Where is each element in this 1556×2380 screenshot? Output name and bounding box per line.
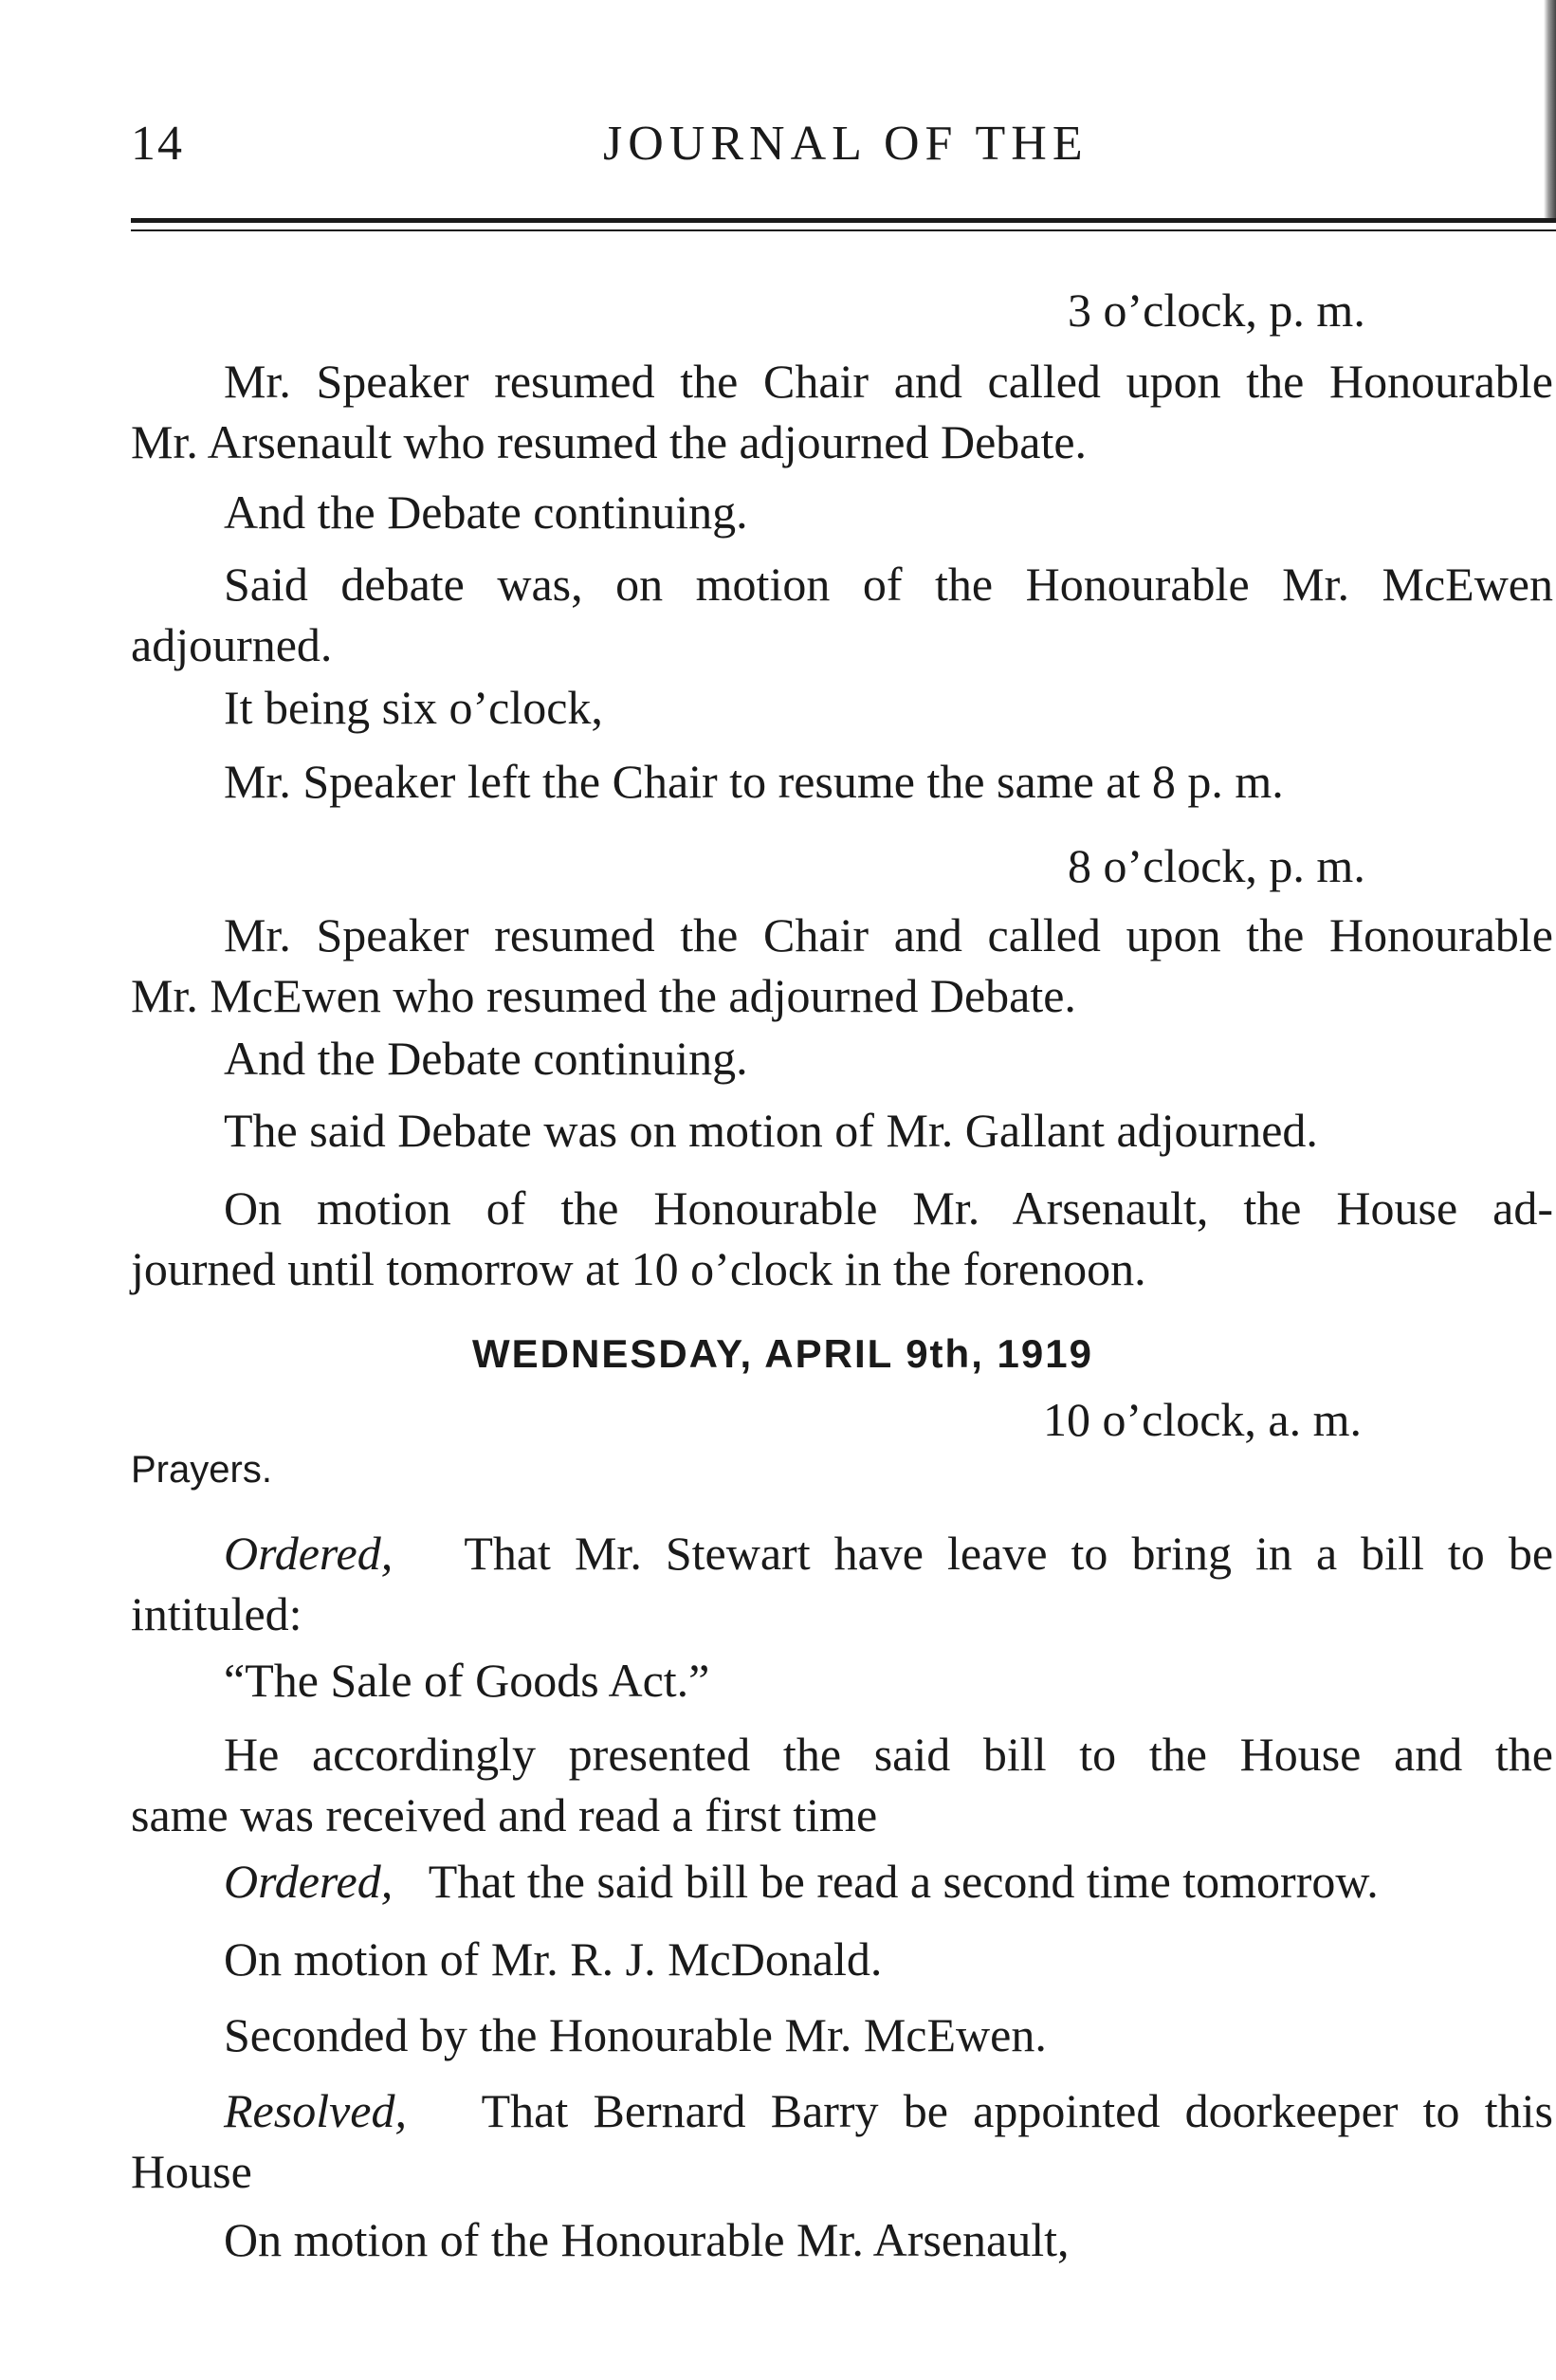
ordered-text: That the said bill be read a second time tomorrow. (428, 1855, 1379, 1908)
paragraph-line: Mr. Speaker resumed the Chair and called upon the Honourable (224, 908, 1553, 961)
ordered-text: That Mr. Stewart have leave to bring in a bill to be (464, 1527, 1554, 1580)
paragraph-line: “The Sale of Goods Act.” (224, 1654, 710, 1707)
session-time-8pm: 8 o’clock, p. m. (1068, 839, 1365, 892)
session-time-10am: 10 o’clock, a. m. (1043, 1393, 1363, 1446)
paragraph-gallant-adjourned (131, 1100, 1553, 1161)
paragraph-line: On motion of Mr. R. J. McDonald. (224, 1932, 883, 1986)
paragraph-debate-continuing-2 (131, 1028, 1553, 1089)
prayers-heading: Prayers. (131, 1449, 272, 1491)
paragraph-speaker-left (131, 751, 1553, 812)
paragraph-motion-mcdonald (131, 1929, 1553, 1989)
paragraph-line: adjourned. (131, 618, 333, 671)
paragraph-seconded (131, 2005, 1553, 2065)
resolved-text: That Bernard Barry be appointed doorkeeper to this (481, 2084, 1554, 2137)
paragraph-line: intituled: (131, 1587, 302, 1640)
paragraph-line: It being six o’clock, (224, 681, 603, 734)
paragraph-line: And the Debate continuing. (224, 485, 748, 539)
header-rule-thick (131, 218, 1556, 223)
ordered-lead: Ordered, (224, 1527, 394, 1580)
paragraph-six-oclock (131, 677, 1553, 738)
paragraph-line (131, 2080, 1553, 2141)
running-header: JOURNAL OF THE (603, 117, 1089, 171)
paragraph-line: And the Debate continuing. (224, 1032, 748, 1085)
session-time-3pm: 3 o’clock, p. m. (1068, 284, 1365, 337)
paragraph-debate-adjourned-1 (131, 554, 1553, 675)
paragraph-bill-presented (131, 1724, 1553, 1845)
paragraph-debate-continuing-1 (131, 482, 1553, 542)
header-rule-thin (131, 229, 1556, 231)
paragraph-speaker-resumed-2 (131, 905, 1553, 1026)
paragraph-line: On motion of the Honourable Mr. Arsenault, the House ad- (224, 1181, 1553, 1235)
paragraph-line: He accordingly presented the said bill to the House and the (224, 1728, 1553, 1781)
paragraph-line: Mr. Speaker left the Chair to resume the same at 8 p. m. (224, 755, 1284, 808)
paragraph-line: The said Debate was on motion of Mr. Gallant adjourned. (224, 1104, 1318, 1157)
paragraph-line: journed until tomorrow at 10 o’clock in the forenoon. (131, 1242, 1146, 1295)
paragraph-line (131, 1523, 1553, 1584)
page-number: 14 (131, 117, 184, 171)
paragraph-line: House (131, 2145, 252, 2198)
date-heading: WEDNESDAY, APRIL 9th, 1919 (472, 1331, 1093, 1376)
paragraph-line: Mr. Arsenault who resumed the adjourned Debate. (131, 415, 1088, 468)
page-edge-shadow (1544, 0, 1556, 218)
paragraph-ordered-second-reading (131, 1851, 1553, 1912)
paragraph-line: On motion of the Honourable Mr. Arsenault, (224, 2213, 1070, 2266)
paragraph-motion-arsenault (131, 2209, 1553, 2270)
paragraph-resolved-doorkeeper (131, 2080, 1553, 2202)
paragraph-ordered-stewart (131, 1523, 1553, 1644)
paragraph-line: Said debate was, on motion of the Honourable Mr. McEwen (224, 558, 1553, 611)
paragraph-line: Seconded by the Honourable Mr. McEwen. (224, 2008, 1047, 2061)
paragraph-speaker-resumed-1 (131, 351, 1553, 472)
ordered-lead: Ordered, (224, 1855, 394, 1908)
paragraph-act-title (131, 1650, 1553, 1711)
paragraph-line: Mr. McEwen who resumed the adjourned Debate. (131, 969, 1076, 1022)
paragraph-line: Mr. Speaker resumed the Chair and called upon the Honourable (224, 355, 1553, 408)
paragraph-line: same was received and read a first time (131, 1788, 878, 1841)
paragraph-line (131, 1851, 1553, 1912)
resolved-lead: Resolved, (224, 2084, 407, 2137)
paragraph-house-adjourned (131, 1178, 1553, 1299)
